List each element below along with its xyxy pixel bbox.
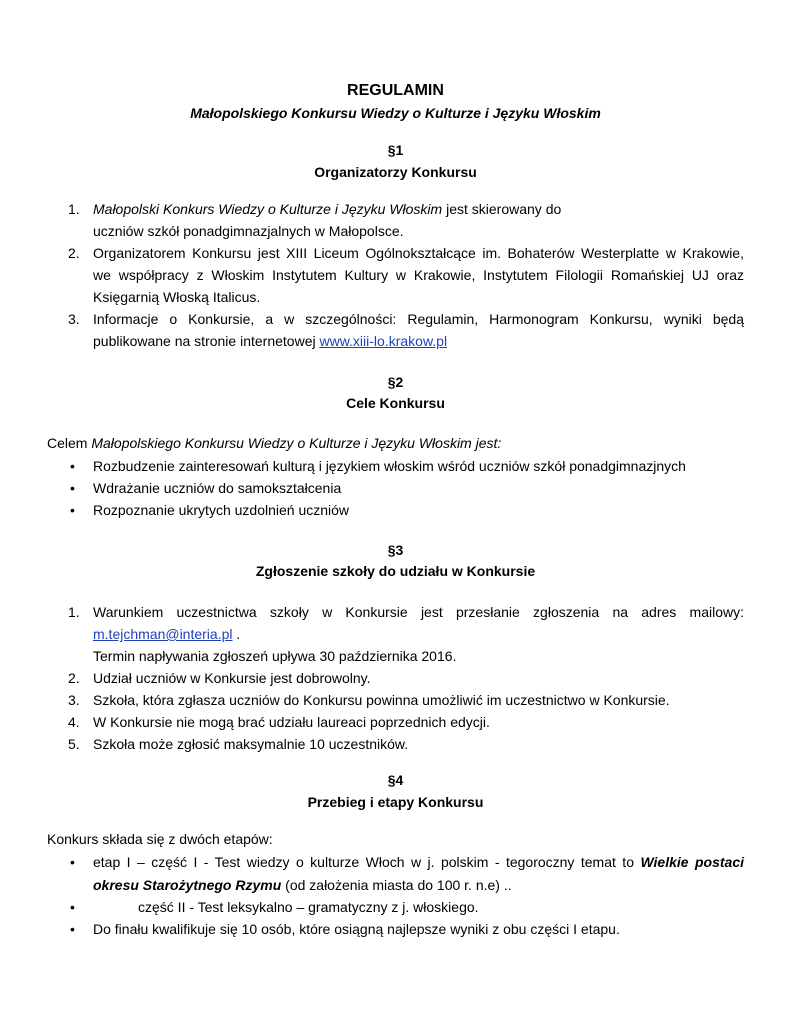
list-item: Warunkiem uczestnictwa szkoły w Konkursie jest przesłanie zgłoszenia na adres mailowy: [93,604,744,620]
website-link[interactable]: www.xiii-lo.krakow.pl [319,333,448,349]
list-item: Organizatorem Konkursu jest XIII Liceum Ogólnokształcące im. Bohaterów Westerplatte w Krakowie, [93,245,744,261]
list-item-continuation: m.tejchman@interia.pl . [93,626,241,642]
list-item-continuation: Termin napływania zgłoszeń upływa 30 października 2016. [93,648,457,664]
document-title: REGULAMIN [347,82,444,99]
section-2-heading: Cele Konkursu [346,395,445,411]
list-item: Udział uczniów w Konkursie jest dobrowolny. [93,670,371,686]
document-subtitle: Małopolskiego Konkursu Wiedzy o Kulturze i Języku Włoskim [190,105,601,121]
bullet-item: część II - Test leksykalno – gramatyczny z j. włoskiego. [138,899,479,915]
list-number: 2. [68,245,80,261]
section-4-intro: Konkurs składa się z dwóch etapów: [47,831,273,847]
list-item-continuation: publikowane na stronie internetowej www.xiii-lo.krakow.pl [93,333,448,349]
list-item-continuation: we współpracy z Włoskim Instytutem Kultury w Krakowie, Instytutem Filologii Romańskiej UJ oraz [93,267,744,283]
bullet-item: Wdrażanie uczniów do samokształcenia [93,480,342,496]
section-3-heading: Zgłoszenie szkoły do udziału w Konkursie [255,563,536,579]
section-4-number: §4 [387,772,404,788]
contest-name: Małopolski Konkurs Wiedzy o Kulturze i Języku Włoskim [93,201,443,217]
bullet-icon: • [70,502,75,518]
bullet-icon: • [70,480,75,496]
list-number: 3. [68,311,80,327]
list-number: 1. [68,201,80,217]
list-item: Szkoła może zgłosić maksymalnie 10 uczestników. [93,736,409,752]
bullet-item-continuation: okresu Starożytnego Rzymu (od założenia miasta do 100 r. n.e) .. [93,877,512,893]
list-item-continuation: uczniów szkół ponadgimnazjalnych w Małopolsce. [93,223,404,239]
bullet-item: Rozbudzenie zainteresowań kulturą i językiem włoskim wśród uczniów szkół ponadgimnazjnych [93,458,686,474]
email-link[interactable]: m.tejchman@interia.pl [93,626,233,642]
list-item-continuation: Księgarnią Włoską Italicus. [93,289,261,305]
section-2-number: §2 [387,374,404,390]
list-number: 1. [68,604,80,620]
bullet-icon: • [70,921,75,937]
list-item: Informacje o Konkursie, a w szczególności: Regulamin, Harmonogram Konkursu, wyniki będą [93,311,744,327]
bullet-icon: • [70,854,75,870]
section-2-intro: Celem Małopolskiego Konkursu Wiedzy o Kulturze i Języku Włoskim jest: [47,435,502,451]
section-1-heading: Organizatorzy Konkursu [314,164,477,180]
list-number: 5. [68,736,80,752]
bullet-item: Do finału kwalifikuje się 10 osób, które osiągną najlepsze wyniki z obu części I etapu. [93,921,620,937]
section-3-number: §3 [387,542,404,558]
list-number: 3. [68,692,80,708]
list-item: Małopolski Konkurs Wiedzy o Kulturze i Języku Włoskim jest skierowany do [93,201,562,217]
section-4-heading: Przebieg i etapy Konkursu [307,794,484,810]
list-item: W Konkursie nie mogą brać udziału laureaci poprzednich edycji. [93,714,490,730]
bullet-item: etap I – część I - Test wiedzy o kulturze Włoch w j. polskim - tegoroczny temat to Wielkie postaci [93,854,745,870]
list-item: Szkoła, która zgłasza uczniów do Konkursu powinna umożliwić im uczestnictwo w Konkursie. [93,692,670,708]
bullet-item: Rozpoznanie ukrytych uzdolnień uczniów [93,502,350,518]
list-number: 4. [68,714,80,730]
bullet-icon: • [70,458,75,474]
list-number: 2. [68,670,80,686]
section-1-number: §1 [387,142,404,158]
bullet-icon: • [70,899,75,915]
